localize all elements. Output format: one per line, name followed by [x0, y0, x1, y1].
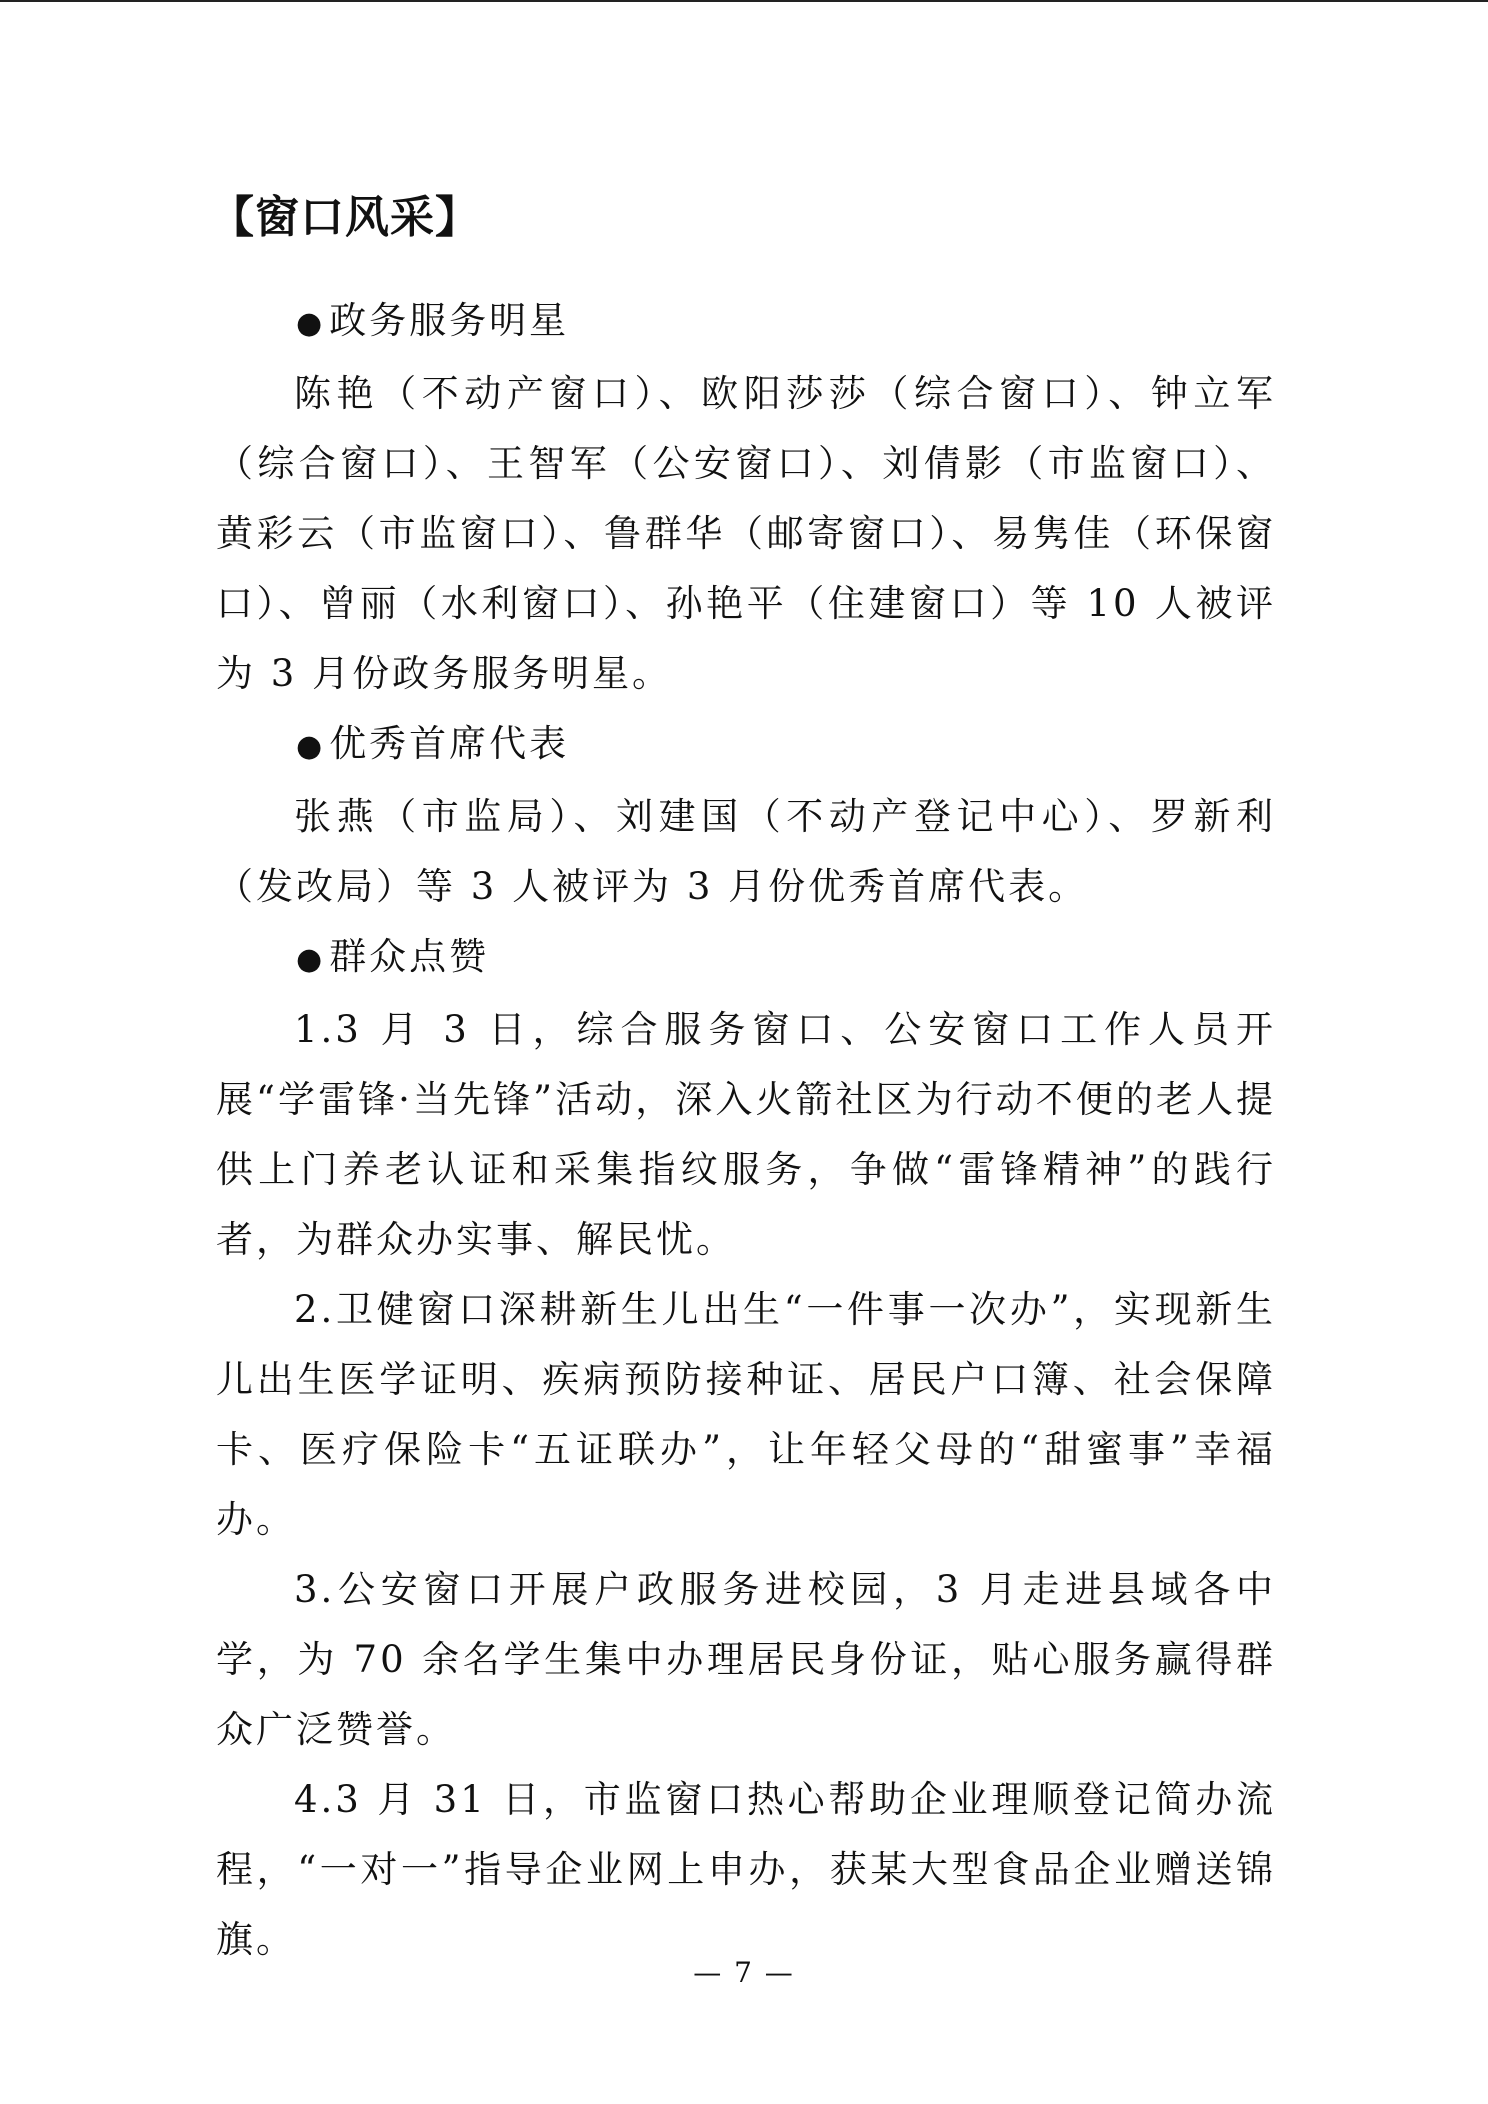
praise-item-4: 4.3 月 31 日，市监窗口热心帮助企业理顺登记简办流程，“一对一”指导企业网上申办，获某大型食品企业赠送锦旗。 — [216, 1778, 1276, 1961]
praise-item-2: 2.卫健窗口深耕新生儿出生“一件事一次办”，实现新生儿出生医学证明、疾病预防接种证、居民户口簿、社会保障卡、医疗保险卡“五证联办”，让年轻父母的“甜蜜事”幸福办。 — [216, 1288, 1276, 1541]
bullet-icon: ● — [296, 729, 326, 764]
reps-paragraph: 张燕（市监局）、刘建国（不动产登记中心）、罗新利（发改局）等 3 人被评为 3 月份优秀首席代表。 — [216, 795, 1276, 908]
top-border — [0, 0, 1488, 2]
document-page — [210, 190, 1276, 1975]
subhead-stars-label: 政务服务明星 — [329, 299, 570, 342]
subhead-stars — [216, 286, 1276, 359]
section-title: 【窗口风采】 — [210, 192, 480, 243]
subhead-reps — [216, 709, 1276, 782]
page-number: — 7 — — [693, 1956, 795, 1989]
bullet-icon: ● — [296, 306, 326, 341]
subhead-praise — [216, 922, 1276, 995]
subhead-praise-label: 群众点赞 — [329, 935, 490, 978]
praise-item-1: 1.3 月 3 日，综合服务窗口、公安窗口工作人员开展“学雷锋·当先锋”活动，深入火箭社区为行动不便的老人提供上门养老认证和采集指纹服务，争做“雷锋精神”的践行者，为群众办实事、解民忧。 — [216, 1008, 1276, 1261]
subhead-reps-label: 优秀首席代表 — [329, 722, 570, 765]
bullet-icon: ● — [296, 942, 326, 977]
praise-item-3: 3.公安窗口开展户政服务进校园，3 月走进县域各中学，为 70 余名学生集中办理居民身份证，贴心服务赢得群众广泛赞誉。 — [216, 1568, 1276, 1751]
stars-paragraph: 陈艳（不动产窗口）、欧阳莎莎（综合窗口）、钟立军（综合窗口）、王智军（公安窗口）、刘倩影（市监窗口）、黄彩云（市监窗口）、鲁群华（邮寄窗口）、易隽佳（环保窗口）、曾丽（水利窗口）、孙艳平（住建窗口）等 10 人被评为 3 月份政务服务明星。 — [216, 372, 1276, 695]
